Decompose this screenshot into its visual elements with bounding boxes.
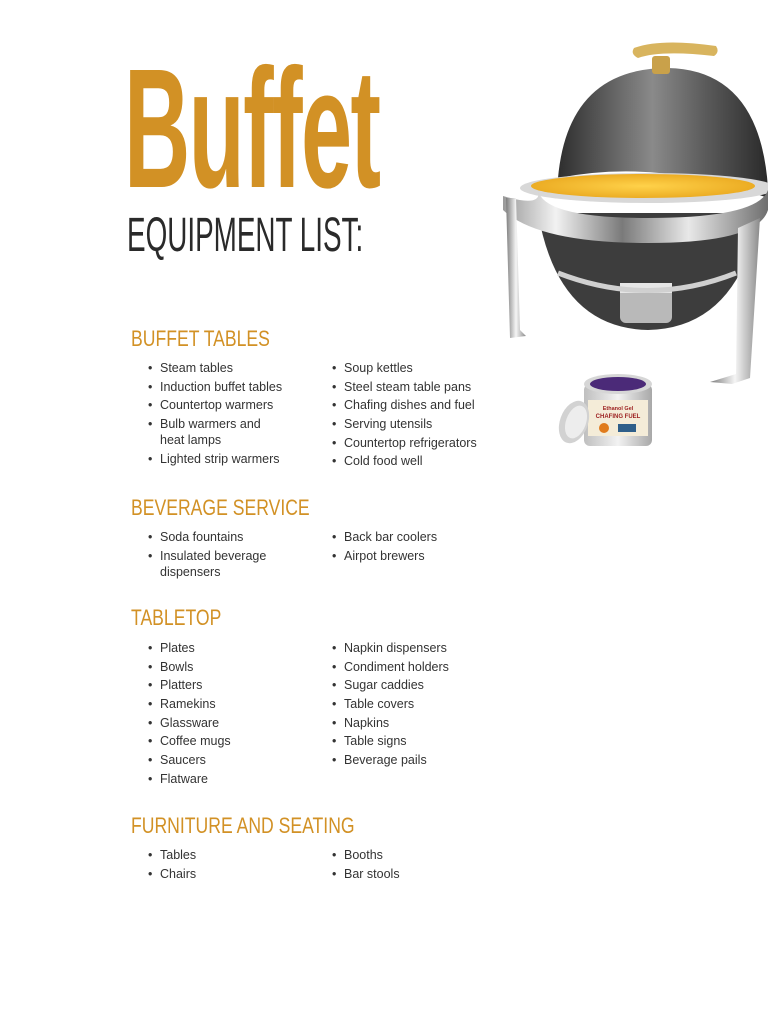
list-item: • Countertop refrigerators — [332, 435, 502, 451]
list-item: • Airpot brewers — [332, 548, 502, 564]
list-item: • Flatware — [148, 771, 318, 787]
list-item: • Table covers — [332, 696, 502, 712]
list-item: • Chairs — [148, 866, 318, 882]
list-item: • Bulb warmers and — [148, 416, 318, 432]
list-item: • Ramekins — [148, 696, 318, 712]
list-item: • Bar stools — [332, 866, 502, 882]
buffet-tables-list-left — [148, 360, 318, 469]
list-item: • Bowls — [148, 659, 318, 675]
section-heading-buffet-tables: BUFFET TABLES — [131, 326, 270, 351]
section-heading-beverage-service: BEVERAGE SERVICE — [131, 495, 310, 520]
list-item: • Saucers — [148, 752, 318, 768]
furniture-list-right — [332, 847, 502, 884]
list-item: • Booths — [332, 847, 502, 863]
beverage-service-list-right — [332, 529, 502, 566]
list-item: • Beverage pails — [332, 752, 502, 768]
list-item: • Steam tables — [148, 360, 318, 376]
list-item: • Soda fountains — [148, 529, 318, 545]
section-heading-furniture-seating: FURNITURE AND SEATING — [131, 813, 355, 838]
list-item: • Soup kettles — [332, 360, 502, 376]
list-item: • Chafing dishes and fuel — [332, 397, 502, 413]
buffet-tables-list-right — [332, 360, 502, 472]
list-item: • Coffee mugs — [148, 733, 318, 749]
chafing-fuel-can-icon — [556, 370, 660, 454]
list-item: • Tables — [148, 847, 318, 863]
list-item: • Insulated beverage — [148, 548, 318, 564]
list-item: • Napkins — [332, 715, 502, 731]
list-item-continuation: dispensers — [160, 564, 221, 579]
list-item: • Serving utensils — [332, 416, 502, 432]
chafing-dish-icon — [498, 38, 768, 388]
list-item: • Lighted strip warmers — [148, 451, 318, 467]
svg-text:CHAFING FUEL: CHAFING FUEL — [595, 414, 641, 420]
list-item: • Steel steam table pans — [332, 379, 502, 395]
page-subtitle: EQUIPMENT LIST: — [127, 209, 364, 262]
list-item: • Induction buffet tables — [148, 379, 318, 395]
svg-text:Ethanol Gel: Ethanol Gel — [602, 406, 634, 412]
list-item: • Countertop warmers — [148, 397, 318, 413]
furniture-list-left — [148, 847, 318, 884]
page-title: Buffet — [124, 34, 380, 224]
list-item: • Platters — [148, 677, 318, 693]
list-item: • Condiment holders — [332, 659, 502, 675]
list-item: • Glassware — [148, 715, 318, 731]
list-item-continuation: heat lamps — [160, 433, 222, 448]
list-item: • Sugar caddies — [332, 677, 502, 693]
list-item: • Table signs — [332, 733, 502, 749]
tabletop-list-left — [148, 640, 318, 790]
beverage-service-list-left — [148, 529, 318, 582]
section-heading-tabletop: TABLETOP — [131, 605, 222, 630]
list-item: • Back bar coolers — [332, 529, 502, 545]
list-item: • Cold food well — [332, 453, 502, 469]
tabletop-list-right — [332, 640, 502, 771]
list-item: • Napkin dispensers — [332, 640, 502, 656]
list-item: • Plates — [148, 640, 318, 656]
